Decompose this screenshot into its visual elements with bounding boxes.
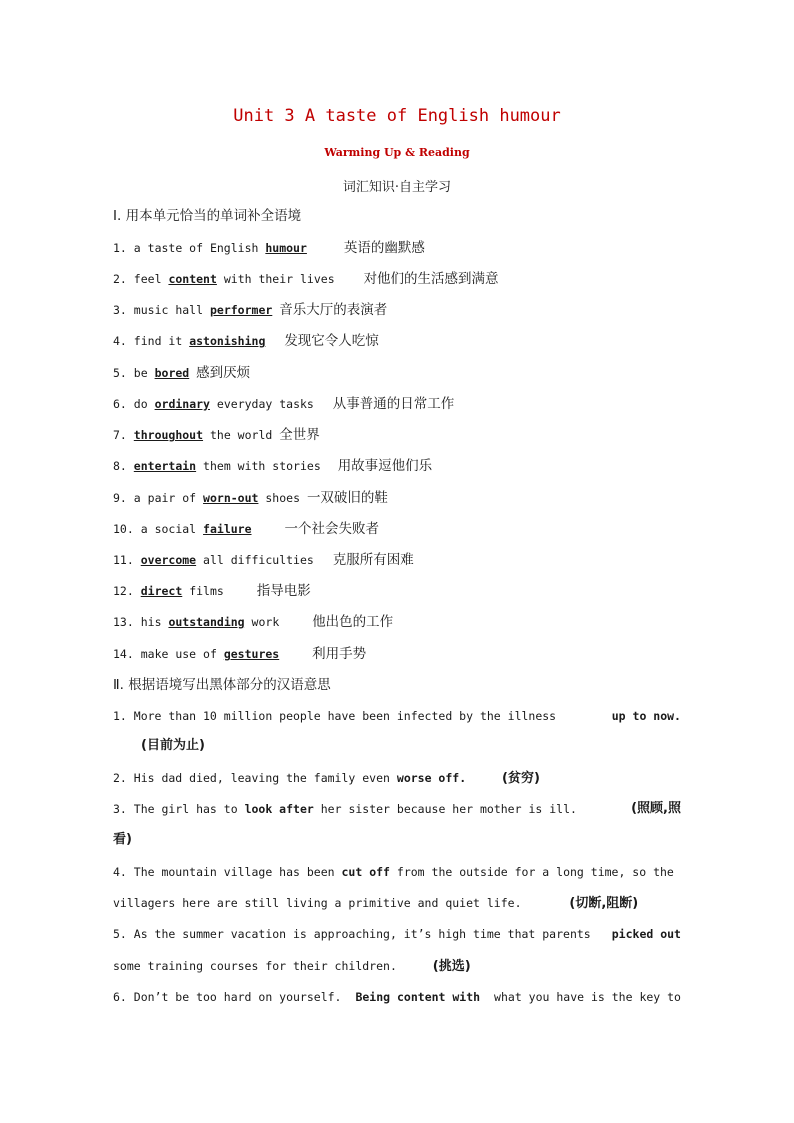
vocab-item-prefix: his xyxy=(140,615,162,629)
sentence-1-answer: (目前为止) xyxy=(141,738,205,753)
unit-title: Unit 3 A taste of English humour xyxy=(233,106,561,126)
vocab-item-chinese: 一双破旧的鞋 xyxy=(306,490,388,506)
sentence-5-text-line2: some training courses for their children. xyxy=(113,959,397,973)
vocab-item-answer: humour xyxy=(265,241,307,255)
sentence-1-text: 1. More than 10 million people have been infected by the illness xyxy=(113,709,557,723)
vocab-item-answer: direct xyxy=(140,584,183,598)
vocab-item-prefix: a social xyxy=(140,522,197,536)
sentence-3-text: 3. The girl has to xyxy=(113,802,238,816)
vocab-item-number: 4. xyxy=(113,334,127,348)
sentence-3-bold: look after xyxy=(244,802,314,816)
vocab-item-answer: gestures xyxy=(223,647,280,661)
vocab-item xyxy=(113,614,393,630)
sentence-2-bold: worse off. xyxy=(396,771,467,785)
section1-label: Ⅰ. 用本单元恰当的单词补全语境 xyxy=(113,208,302,224)
sentence-5 xyxy=(113,926,681,942)
vocab-item-answer: ordinary xyxy=(154,397,210,411)
vocab-item-suffix: the world xyxy=(209,428,273,442)
vocab-item-suffix: work xyxy=(251,615,280,629)
sentence-2 xyxy=(113,770,540,787)
sentence-5-text: 5. As the summer vacation is approaching, it’s high time that parents xyxy=(113,927,591,941)
vocab-item-answer: entertain xyxy=(133,459,197,473)
vocab-item-suffix: with their lives xyxy=(223,272,335,286)
sentence-2-answer: (贫穷) xyxy=(502,771,540,786)
sentence-4-bold: cut off xyxy=(341,865,390,879)
vocab-item-number: 7. xyxy=(113,428,127,442)
sentence-5-cont xyxy=(113,958,471,975)
vocab-item-number: 12. xyxy=(113,584,134,598)
vocab-item-answer: bored xyxy=(154,366,190,380)
sentence-4-answer: (切断,阻断) xyxy=(569,896,639,911)
section2-label: Ⅱ. 根据语境写出黑体部分的汉语意思 xyxy=(113,677,331,693)
vocab-item xyxy=(113,427,320,443)
vocab-item-suffix: everyday tasks xyxy=(216,397,314,411)
sentence-3-answer-cont: 看) xyxy=(113,832,132,847)
sentence-4-cont xyxy=(113,895,638,912)
vocab-item-chinese: 全世界 xyxy=(279,427,320,443)
sentence-6-text-rest: what you have is the key to xyxy=(494,990,681,1004)
vocab-item xyxy=(113,583,311,599)
vocab-item-suffix: all difficulties xyxy=(203,553,314,567)
vocab-item-prefix: feel xyxy=(133,272,162,286)
vocab-item-chinese: 音乐大厅的表演者 xyxy=(279,302,388,318)
vocab-item-prefix: do xyxy=(133,397,148,411)
sentence-2-text: 2. His dad died, leaving the family even xyxy=(113,771,390,785)
vocab-item-number: 1. xyxy=(113,241,127,255)
vocab-item-chinese: 对他们的生活感到满意 xyxy=(363,271,499,287)
vocab-item-chinese: 从事普通的日常工作 xyxy=(332,396,455,412)
vocab-item-number: 6. xyxy=(113,397,127,411)
vocab-item-number: 2. xyxy=(113,272,127,286)
vocab-item-answer: failure xyxy=(203,522,252,536)
sentence-3 xyxy=(113,801,681,817)
vocab-item-suffix: them with stories xyxy=(203,459,321,473)
sentence-4 xyxy=(113,864,681,880)
vocab-item-number: 10. xyxy=(113,522,134,536)
vocab-item-prefix: find it xyxy=(133,334,183,348)
vocab-item xyxy=(113,646,366,662)
vocab-item xyxy=(113,365,250,381)
vocab-item-answer: content xyxy=(168,272,217,286)
vocab-item-prefix: be xyxy=(133,366,148,380)
vocab-item-prefix: music hall xyxy=(133,303,204,317)
vocab-item xyxy=(113,271,499,287)
vocab-item-number: 9. xyxy=(113,491,127,505)
vocab-item-chinese: 发现它令人吃惊 xyxy=(284,333,379,349)
vocab-item xyxy=(113,458,432,474)
vocab-item-number: 13. xyxy=(113,615,134,629)
vocab-item-number: 3. xyxy=(113,303,127,317)
vocab-item-number: 14. xyxy=(113,647,134,661)
sentence-6-bold: Being content with xyxy=(355,990,481,1004)
vocab-item-answer: overcome xyxy=(140,553,197,567)
vocab-item-chinese: 一个社会失败者 xyxy=(284,521,379,537)
vocab-item-suffix: shoes xyxy=(265,491,300,505)
vocab-item xyxy=(113,333,379,349)
vocab-item-chinese: 英语的幽默感 xyxy=(343,240,425,256)
sentence-6 xyxy=(113,989,681,1005)
vocab-item-chinese: 用故事逗他们乐 xyxy=(337,458,433,474)
vocab-item-answer: performer xyxy=(209,303,273,317)
vocab-item xyxy=(113,302,387,318)
vocab-item-prefix: a taste of English xyxy=(133,241,259,255)
vocab-item-answer: astonishing xyxy=(189,334,266,348)
vocab-item-answer: worn-out xyxy=(203,491,259,505)
vocab-item-prefix: make use of xyxy=(140,647,217,661)
sentence-1 xyxy=(113,708,681,724)
sentence-3-answer: (照顾,照 xyxy=(631,801,681,816)
vocab-item xyxy=(113,240,425,256)
vocab-item-number: 11. xyxy=(113,553,134,567)
vocab-item xyxy=(113,490,388,506)
vocab-item-number: 8. xyxy=(113,459,127,473)
sentence-4-text: 4. The mountain village has been xyxy=(113,865,335,879)
sentence-4-text-line2: villagers here are still living a primitive and quiet life. xyxy=(113,896,522,910)
vocab-item-number: 5. xyxy=(113,366,127,380)
vocab-item-prefix: a pair of xyxy=(133,491,197,505)
sentence-5-bold: picked out xyxy=(611,927,681,941)
vocab-item xyxy=(113,521,379,537)
vocab-item-chinese: 利用手势 xyxy=(312,646,367,662)
vocab-item xyxy=(113,396,454,412)
sentence-3-text-rest: her sister because her mother is ill. xyxy=(320,802,577,816)
sentence-1-bold: up to now. xyxy=(611,709,681,723)
sentence-4-text-rest: from the outside for a long time, so the xyxy=(396,865,674,879)
sentence-5-answer: (挑选) xyxy=(432,959,471,974)
vocab-item-suffix: films xyxy=(189,584,224,598)
vocab-item-answer: outstanding xyxy=(168,615,245,629)
vocab-item-chinese: 指导电影 xyxy=(256,583,311,599)
sentence-6-text: 6. Don’t be too hard on yourself. xyxy=(113,990,342,1004)
section-heading: 词汇知识·自主学习 xyxy=(342,180,452,195)
vocab-item xyxy=(113,552,414,568)
unit-subtitle: Warming Up & Reading xyxy=(324,146,470,159)
vocab-item-chinese: 他出色的工作 xyxy=(312,614,394,630)
vocab-item-answer: throughout xyxy=(133,428,204,442)
vocab-item-chinese: 感到厌烦 xyxy=(196,365,251,381)
vocab-item-chinese: 克服所有困难 xyxy=(332,552,414,568)
